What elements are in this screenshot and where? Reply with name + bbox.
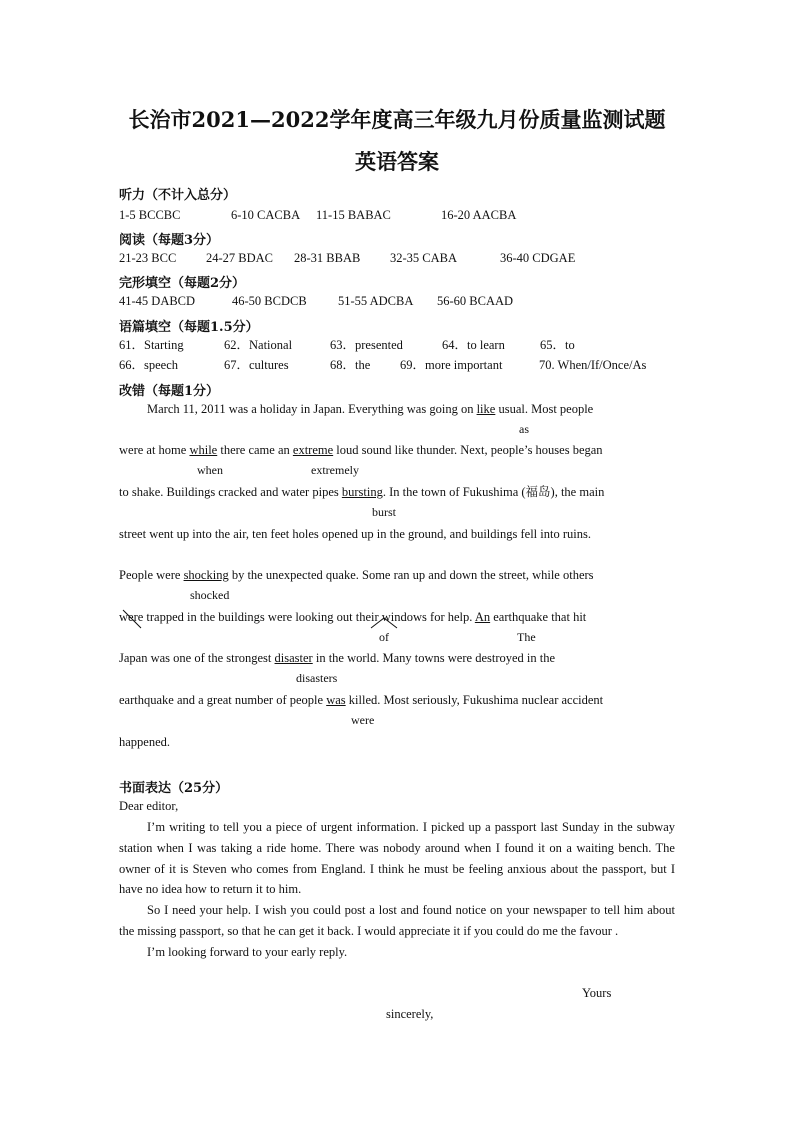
cloze-answers-4: 56-60 BCAAD xyxy=(437,294,514,308)
correction-word: burst xyxy=(372,505,396,519)
correction-word: shocked xyxy=(190,588,230,602)
error-word: bursting xyxy=(341,485,383,499)
letter-paragraph: I’m looking forward to your early reply. xyxy=(147,944,348,959)
correction-word: of xyxy=(379,630,389,644)
correction-line: Japan was one of the strongest disaster in the world. Many towns were destroyed in the xyxy=(119,651,556,665)
letter-paragraph: I’m writing to tell you a piece of urgent information. I picked up a passport last Sunday in the subway station when I was taking a ride home. There was nobody around when I found it on a waiting bench. The owner of it is Steven who comes from England. I think he must be feeling anxious about the passport, but I have no idea how to return it to him. xyxy=(119,820,675,897)
correction-word: as xyxy=(519,422,529,436)
reading-answers-1: 21-23 BCC xyxy=(119,251,177,265)
reading-answers-2: 24-27 BDAC xyxy=(206,251,274,265)
grammar-answer: 65．to xyxy=(540,338,575,352)
correction-line: street went up into the air, ten feet holes opened up in the ground, and buildings fell into ruins. xyxy=(119,527,591,541)
listening-answers-3: 11-15 BABAC xyxy=(316,208,391,222)
cloze-answers-2: 46-50 BCDCB xyxy=(232,294,307,308)
writing-heading: 书面表达（25分） xyxy=(119,781,229,796)
delete-slash-mark xyxy=(123,610,141,628)
error-word: was xyxy=(326,693,346,707)
correction-line: were at home while there came an extreme loud sound like thunder. Next, people’s houses began xyxy=(119,443,603,457)
reading-heading: 阅读（每题3分） xyxy=(119,233,220,248)
letter-salutation: Dear editor, xyxy=(119,799,179,813)
error-word: like xyxy=(476,402,496,416)
grammar-answer: 68．the xyxy=(330,358,371,372)
grammar-heading: 语篇填空（每题1.5分） xyxy=(119,320,259,335)
grammar-answer: 61．Starting xyxy=(119,338,184,352)
correction-line: March 11, 2011 was a holiday in Japan. Everything was going on like usual. Most people xyxy=(147,402,594,416)
correction-line: People were shocking by the unexpected quake. Some ran up and down the street, while others xyxy=(119,568,594,582)
page-subtitle: 英语答案 xyxy=(355,149,439,174)
grammar-answer: 62．National xyxy=(224,338,293,352)
grammar-answer: 63．presented xyxy=(330,338,403,352)
letter-closing: Yours xyxy=(582,986,612,1000)
correction-line: were trapped in the buildings were looking out their windows for help. An earthquake that hit xyxy=(119,610,587,624)
correction-word: disasters xyxy=(296,671,338,685)
letter-closing: sincerely, xyxy=(386,1007,434,1021)
letter-body xyxy=(119,817,675,963)
cloze-heading: 完形填空（每题2分） xyxy=(119,276,246,291)
listening-heading: 听力（不计入总分） xyxy=(119,188,237,203)
grammar-answer: 70. When/If/Once/As xyxy=(539,358,647,372)
listening-answers-4: 16-20 AACBA xyxy=(441,208,517,222)
listening-answers-1: 1-5 BCCBC xyxy=(119,208,181,222)
error-word: shocking xyxy=(183,568,229,582)
correction-heading: 改错（每题1分） xyxy=(119,384,220,399)
correction-word: when xyxy=(197,463,223,477)
error-word: extreme xyxy=(292,443,334,457)
correction-word: The xyxy=(517,630,536,644)
grammar-answer: 64．to learn xyxy=(442,338,505,352)
error-word: disaster xyxy=(274,651,313,665)
letter-paragraph: So I need your help. I wish you could post a lost and found notice on your newspaper to tell him about the missing passport, so that he can get it back. I would appreciate it if you could do me the favour . xyxy=(119,903,675,938)
grammar-answer: 67．cultures xyxy=(224,358,289,372)
correction-word: were xyxy=(351,713,375,727)
insert-caret-mark xyxy=(371,618,397,628)
page-title: 长治市2021—2022学年度高三年级九月份质量监测试题 xyxy=(128,107,666,132)
error-word: while xyxy=(189,443,218,457)
correction-line: happened. xyxy=(119,735,171,749)
grammar-answer: 66．speech xyxy=(119,358,179,372)
cloze-answers-1: 41-45 DABCD xyxy=(119,294,196,308)
correction-line: to shake. Buildings cracked and water pipes bursting. In the town of Fukushima (福岛), the main xyxy=(119,485,605,499)
cloze-answers-3: 51-55 ADCBA xyxy=(338,294,414,308)
correction-marks xyxy=(119,604,419,634)
grammar-answer: 69．more important xyxy=(400,358,503,372)
correction-line: earthquake and a great number of people was killed. Most seriously, Fukushima nuclear accident xyxy=(119,693,604,707)
correction-word: extremely xyxy=(311,463,359,477)
reading-answers-4: 32-35 CABA xyxy=(390,251,458,265)
reading-answers-5: 36-40 CDGAE xyxy=(500,251,576,265)
reading-answers-3: 28-31 BBAB xyxy=(294,251,361,265)
error-word: An xyxy=(474,610,491,624)
listening-answers-2: 6-10 CACBA xyxy=(231,208,301,222)
